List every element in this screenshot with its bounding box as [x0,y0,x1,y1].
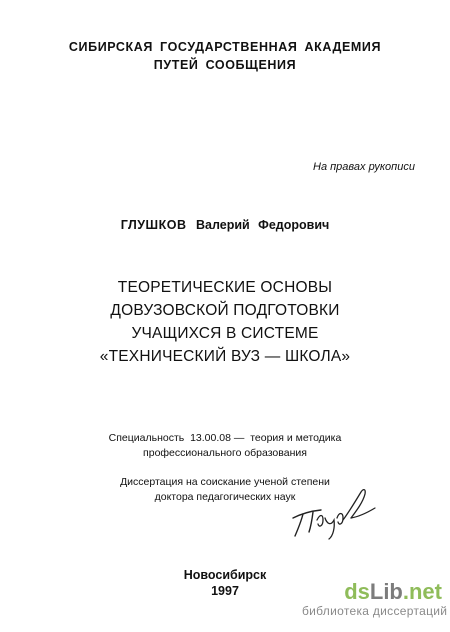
watermark-tagline: библиотека диссертаций [302,604,448,618]
institution-line-1: СИБИРСКАЯ ГОСУДАРСТВЕННАЯ АКАДЕМИЯ [68,40,382,54]
institution-name [0,38,450,74]
author-name [0,218,450,232]
imprint-year: 1997 [211,584,239,598]
dissertation-title [0,276,450,368]
specialty-block [0,431,450,461]
dslib-watermark [302,579,448,618]
watermark-brand [302,580,442,604]
watermark-brand-ds: ds [344,579,370,604]
institution-line-2: ПУТЕЙ СООБЩЕНИЯ [153,58,297,72]
degree-line-1: Диссертация на соискание ученой степени [120,476,330,488]
title-line-2: ДОВУЗОВСКОЙ ПОДГОТОВКИ [110,302,340,319]
degree-line-2: доктора педагогических наук [154,491,296,503]
title-line-1: ТЕОРЕТИЧЕСКИЕ ОСНОВЫ [117,279,333,296]
specialty-line-1: Специальность 13.00.08 — теория и методика [108,432,342,444]
watermark-brand-net: .net [402,579,442,604]
signature-icon [287,484,383,540]
author-given-names: Валерий Федорович [195,218,330,232]
manuscript-rights-note: На правах рукописи [313,161,415,173]
title-line-4: «ТЕХНИЧЕСКИЙ ВУЗ — ШКОЛА» [99,348,351,365]
title-line-3: УЧАЩИХСЯ В СИСТЕМЕ [131,325,319,342]
watermark-brand-lib: Lib [369,579,403,604]
imprint-city: Новосибирск [183,568,267,582]
author-surname: ГЛУШКОВ [120,218,187,232]
specialty-line-2: профессионального образования [143,447,307,459]
